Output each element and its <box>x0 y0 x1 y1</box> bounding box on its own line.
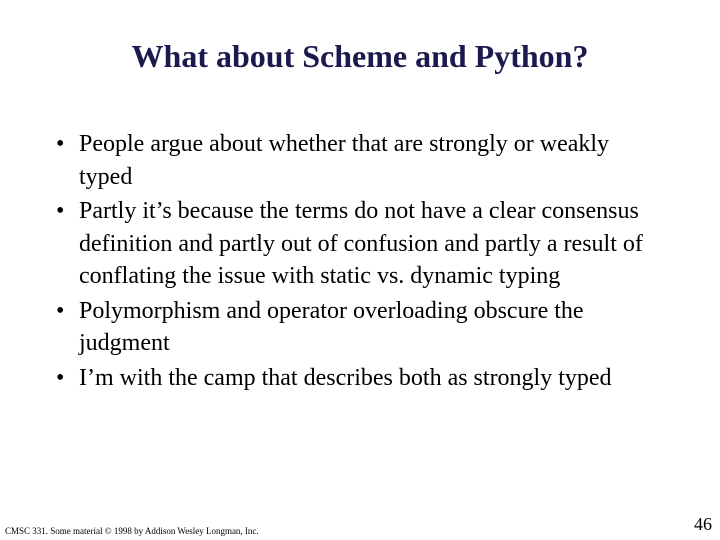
bullet-item <box>56 195 656 293</box>
bullet-text: Polymorphism and operator overloading obscure the judgment <box>79 297 584 356</box>
bullet-text: People argue about whether that are strongly or weakly typed <box>79 131 610 190</box>
copyright-footer: CMSC 331. Some material © 1998 by Addison Wesley Longman, Inc. <box>5 526 259 536</box>
bullet-icon: • <box>56 297 65 324</box>
bullet-text: Partly it’s because the terms do not have a clear consensus definition and partly out of confusion and partly a result of conflating the issue with static vs. dynamic typing <box>79 198 643 289</box>
bullet-list <box>56 128 656 396</box>
slide-title: What about Scheme and Python? <box>131 38 589 74</box>
bullet-icon: • <box>56 198 65 224</box>
bullet-icon: • <box>56 131 65 157</box>
bullet-text: I’m with the camp that describes both as strongly typed <box>79 364 612 391</box>
bullet-item <box>56 362 656 395</box>
bullet-icon: • <box>56 364 65 391</box>
bullet-item <box>56 295 656 360</box>
page-number: 46 <box>694 514 712 534</box>
bullet-item <box>56 128 656 193</box>
